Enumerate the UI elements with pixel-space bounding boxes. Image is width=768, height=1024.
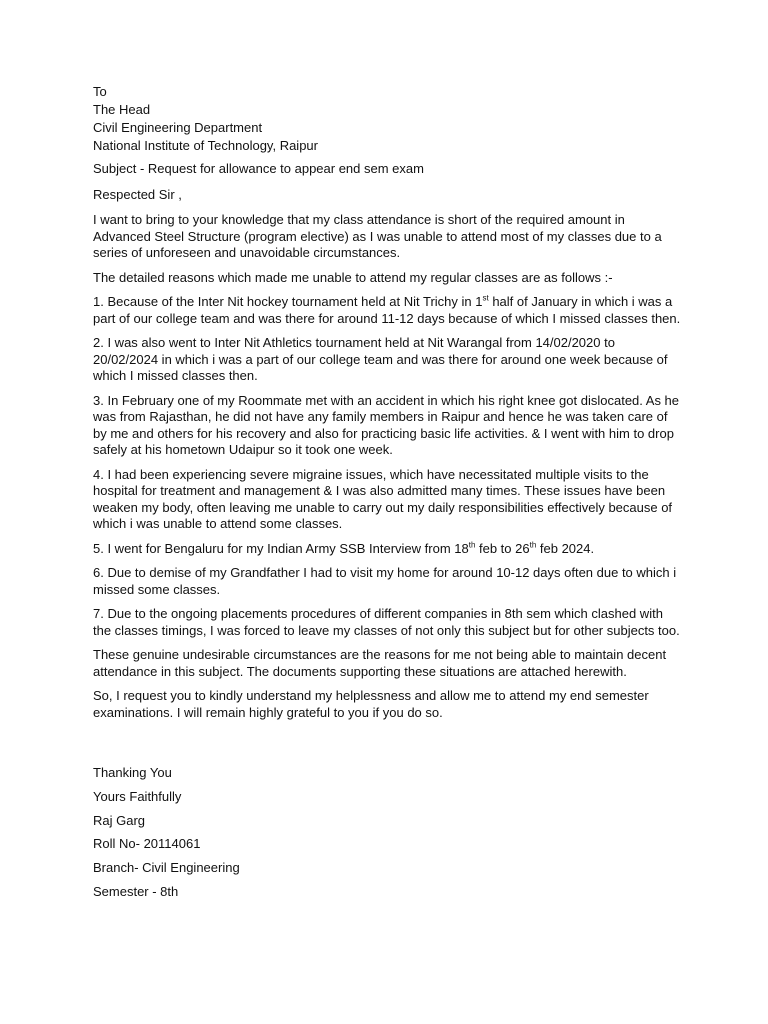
reasons-intro: The detailed reasons which made me unable to attend my regular classes are as follows :- <box>93 269 613 285</box>
address-department: Civil Engineering Department <box>93 120 263 135</box>
reason-1-text-a: 1. Because of the Inter Nit hockey tournament held at Nit Trichy in 1 <box>93 294 483 309</box>
closing-paragraph-1: These genuine undesirable circumstances are the reasons for me not being able to maintain decent attendance in this subject. The documents supporting these situations are attached herewith. <box>93 647 667 679</box>
reason-4: 4. I had been experiencing severe migraine issues, which have necessitated multiple visits to the hospital for treatment and management & I was also admitted many times. These issues have been weaken my body, often leaving me unable to carry out my daily responsibilities effectively because of which i was unable to attend some classes. <box>93 466 673 531</box>
reason-5-superscript-2: th <box>529 540 537 550</box>
reason-3: 3. In February one of my Roommate met with an accident in which his right knee got dislocated. As he was from Rajasthan, he did not have any family members in Raipur and hence he was taken care of by me and others for his recovery and also for practicing basic life activities. & I went with him to drop safely at his hometown Udaipur so it took one week. <box>93 392 680 457</box>
sign-thanks: Thanking You <box>93 765 172 780</box>
sign-roll: Roll No- 20114061 <box>93 836 201 852</box>
intro-paragraph: I want to bring to your knowledge that my class attendance is short of the required amount in Advanced Steel Structure (program elective) as I was unable to attend most of my classes due to a series of unforeseen and unavoidable circumstances. <box>93 212 662 260</box>
salutation: Respected Sir , <box>93 187 182 202</box>
reason-5-text-a: 5. I went for Bengaluru for my Indian Army SSB Interview from 18 <box>93 540 469 556</box>
reason-6: 6. Due to demise of my Grandfather I had to visit my home for around 10-12 days often due to which i missed some classes. <box>93 565 677 597</box>
letter <box>93 83 681 904</box>
address-institute: National Institute of Technology, Raipur <box>93 138 318 153</box>
reason-5-text-c: feb 2024. <box>536 540 595 556</box>
reason-1-text-b: half of January in which i was a part of our college team and was there for around 11-12 days because of which I missed classes then. <box>93 294 681 326</box>
reason-5 <box>93 541 681 558</box>
reason-5-superscript-1: th <box>468 540 476 550</box>
subject-line: Subject - Request for allowance to appear end sem exam <box>93 161 424 176</box>
sign-semester: Semester - 8th <box>93 883 179 899</box>
sign-branch: Branch- Civil Engineering <box>93 860 240 876</box>
reason-5-text-b: feb to 26 <box>475 540 530 556</box>
address-head: The Head <box>93 102 151 117</box>
closing-paragraph-2: So, I request you to kindly understand my helplessness and allow me to attend my end semester examinations. I will remain highly grateful to you if you do so. <box>93 688 649 720</box>
signature-block <box>93 761 681 904</box>
reason-7: 7. Due to the ongoing placements procedures of different companies in 8th sem which clashed with the classes timings, I was forced to leave my classes of not only this subject but for other subjects too. <box>93 606 680 638</box>
sign-yours: Yours Faithfully <box>93 788 182 804</box>
address-block <box>93 83 681 155</box>
reason-1-superscript: st <box>482 293 489 303</box>
reason-2: 2. I was also went to Inter Nit Athletics tournament held at Nit Warangal from 14/02/2020 to 20/02/2024 in which i was a part of our college team and was there for around one week because of which I missed classes then. <box>93 335 668 383</box>
address-to: To <box>93 84 107 99</box>
reason-1 <box>93 294 681 327</box>
sign-name: Raj Garg <box>93 812 146 828</box>
